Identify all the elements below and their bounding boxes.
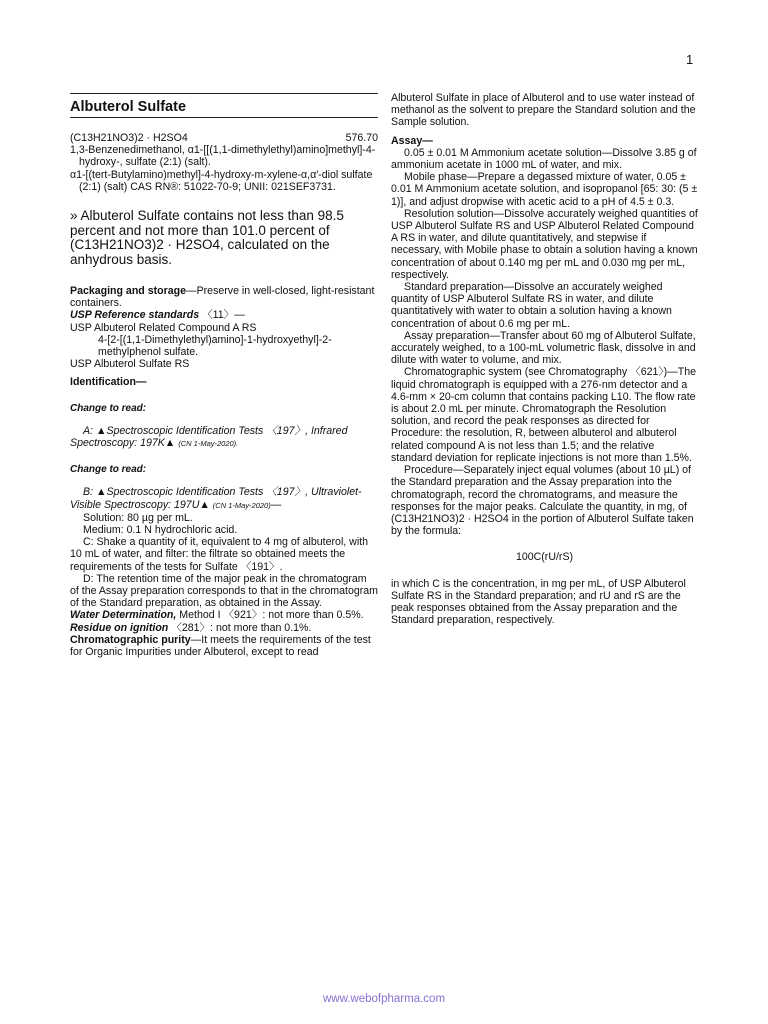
identification-medium: Medium: 0.1 N hydrochloric acid. [83, 524, 238, 537]
residue-text: 〈281〉: not more than 0.1%. [168, 621, 312, 634]
change-to-read-b: Change to read: [70, 464, 147, 476]
assay-procedure: Procedure—Separately inject equal volumes (about 10 µL) of the Standard preparation and the Assay preparation into the chromatograph, record the chromatograms, and measure the responses for the major peaks. Calculate the quantity, in mg, of (C13H21NO3)2 · H2SO4 in the portion of Albuterol Sulfate taken by the formula: [391, 464, 694, 538]
chrom-purity-text-start: —It meets the requirements of the test for Organic Impurities under Albuterol, except to read [70, 633, 371, 659]
assay-resolution-solution: Resolution solution—Dissolve accurately weighed quantities of USP Albuterol Sulfate RS and USP Albuterol Related Compound A RS in water, and dilute quantitatively, and stepwise if necessary, with Mobile phase to obtain a solution having a known concentration of about 0.140 mg per mL and 0.030 mg per mL, respectively. [391, 207, 698, 281]
identification-a [70, 425, 378, 450]
chrom-purity-text-continued: Albuterol Sulfate in place of Albuterol and to use water instead of methanol as the solvent to prepare the Standard solution and the Sample solution. [391, 92, 696, 129]
title-top-rule [70, 93, 378, 94]
usp-ref-item: 4-[2-[(1,1-Dimethylethyl)amino]-1-hydroxyethyl]-2-methylphenol sulfate. [98, 333, 332, 359]
identification-c: C: Shake a quantity of it, equivalent to 4 mg of albuterol, with 10 mL of water, and filter: the filtrate so obtained meets the requirements of the tests for Sulfate 〈191〉. [70, 536, 369, 573]
chemical-name-1: 1,3-Benzenedimethanol, α1-[[(1,1-dimethylethyl)amino]methyl]-4-hydroxy-, sulfate (2:1) (salt). [70, 144, 376, 169]
water-text: Method I 〈921〉: not more than 0.5%. [176, 609, 364, 622]
identification-heading: Identification— [70, 376, 147, 389]
usp-ref-label: USP Reference standards [70, 309, 200, 322]
assay-chromatographic-system: Chromatographic system (see Chromatography 〈621〉)—The liquid chromatograph is equipped with a 276-nm detector and a 4.6-mm × 20-cm column that contains packing L10. The flow rate is about 2.0 mL per minute. Chromatograph the Resolution solution, and record the peak responses as directed for Procedure: the resolution, R, between albuterol and albuterol related compound A is not less than 1.5; and the relative standard deviation for replicate injections is not more than 1.5%. [391, 366, 697, 464]
usp-ref-item: USP Albuterol Related Compound A RS [70, 321, 257, 334]
residue-label: Residue on ignition [70, 621, 169, 634]
monograph-title: Albuterol Sulfate [70, 99, 187, 115]
assay-standard-preparation: Standard preparation—Dissolve an accurately weighed quantity of USP Albuterol Sulfate RS in water, and dilute quantitatively with water to obtain a solution having a known concentration of about 0.6 mg per mL. [391, 281, 672, 330]
identification-b-note: (CN 1-May-2020) [212, 500, 271, 510]
water-label: Water Determination, [70, 609, 177, 622]
molecular-formula-line [70, 132, 378, 144]
usp-reference-standards [70, 309, 378, 321]
packaging-storage [70, 285, 378, 309]
packaging-label: Packaging and storage [70, 285, 186, 298]
chemical-name-2: α1-[(tert-Butylamino)methyl]-4-hydroxy-m-xylene-α,α′-diol sulfate (2:1) (salt) CAS RN®: 51022-70-9; UNII: 021SEF3731. [70, 168, 373, 193]
identification-a-text: A: ▲Spectroscopic Identification Tests 〈197〉, Infrared Spectroscopy: 197K▲ [70, 424, 348, 450]
assay-preparation: Assay preparation—Transfer about 60 mg of Albuterol Sulfate, accurately weighed, to a 100-mL volumetric flask, dissolve in and dilute with water to volume, and mix. [391, 329, 696, 367]
assay-where-clause: in which C is the concentration, in mg per mL, of USP Albuterol Sulfate RS in the Standard preparation; and rU and rS are the peak responses obtained from the Assay preparation and the Standard preparation, respectively. [391, 577, 686, 627]
footer-website: www.webofpharma.com [322, 993, 446, 1005]
usp-ref-item: USP Albuterol Sulfate RS [70, 358, 190, 371]
assay-heading: Assay— [391, 134, 433, 147]
identification-solution: Solution: 80 µg per mL. [83, 511, 193, 524]
water-determination [70, 609, 378, 621]
molecular-weight: 576.70 [345, 132, 378, 144]
chrom-purity-label: Chromatographic purity [70, 633, 191, 646]
assay-calculation-formula: 100C(rU/rS) [515, 551, 574, 564]
left-column [70, 93, 378, 658]
usp-ref-text: 〈11〉— [202, 309, 245, 322]
chromatographic-purity-left [70, 634, 378, 658]
identification-b-text: B: ▲Spectroscopic Identification Tests 〈197〉, Ultraviolet-Visible Spectroscopy: 197U▲ [70, 486, 362, 511]
molecular-formula: (C13H21NO3)2 · H2SO4 [70, 132, 188, 144]
identification-b-tail: — [270, 498, 282, 511]
page-number: 1 [686, 52, 694, 67]
assay-ammonium-acetate: 0.05 ± 0.01 M Ammonium acetate solution—Dissolve 3.85 g of ammonium acetate in 1000 mL of water, and mix. [391, 146, 697, 172]
assay-mobile-phase: Mobile phase—Prepare a degassed mixture of water, 0.05 ± 0.01 M Ammonium acetate solution, and isopropanol [65: 30: (5 ± 1)], and adjust dropwise with acetic acid to a pH of 4.5 ± 0.3. [391, 171, 698, 208]
definition-paragraph: » Albuterol Sulfate contains not less than 98.5 percent and not more than 101.0 percent of (C13H21NO3)2 · H2SO4, calculated on the anhydrous basis. [70, 208, 344, 267]
packaging-text: —Preserve in well-closed, light-resistant containers. [70, 285, 375, 310]
change-to-read-a: Change to read: [70, 402, 147, 414]
residue-on-ignition [70, 622, 378, 634]
title-bottom-rule [70, 117, 378, 118]
right-column [391, 92, 698, 626]
identification-d: D: The retention time of the major peak in the chromatogram of the Assay preparation corresponds to that in the chromatogram of the Standard preparation, as obtained in the Assay. [70, 572, 378, 610]
identification-a-note: (CN 1-May-2020). [178, 439, 239, 449]
identification-b [70, 486, 378, 511]
